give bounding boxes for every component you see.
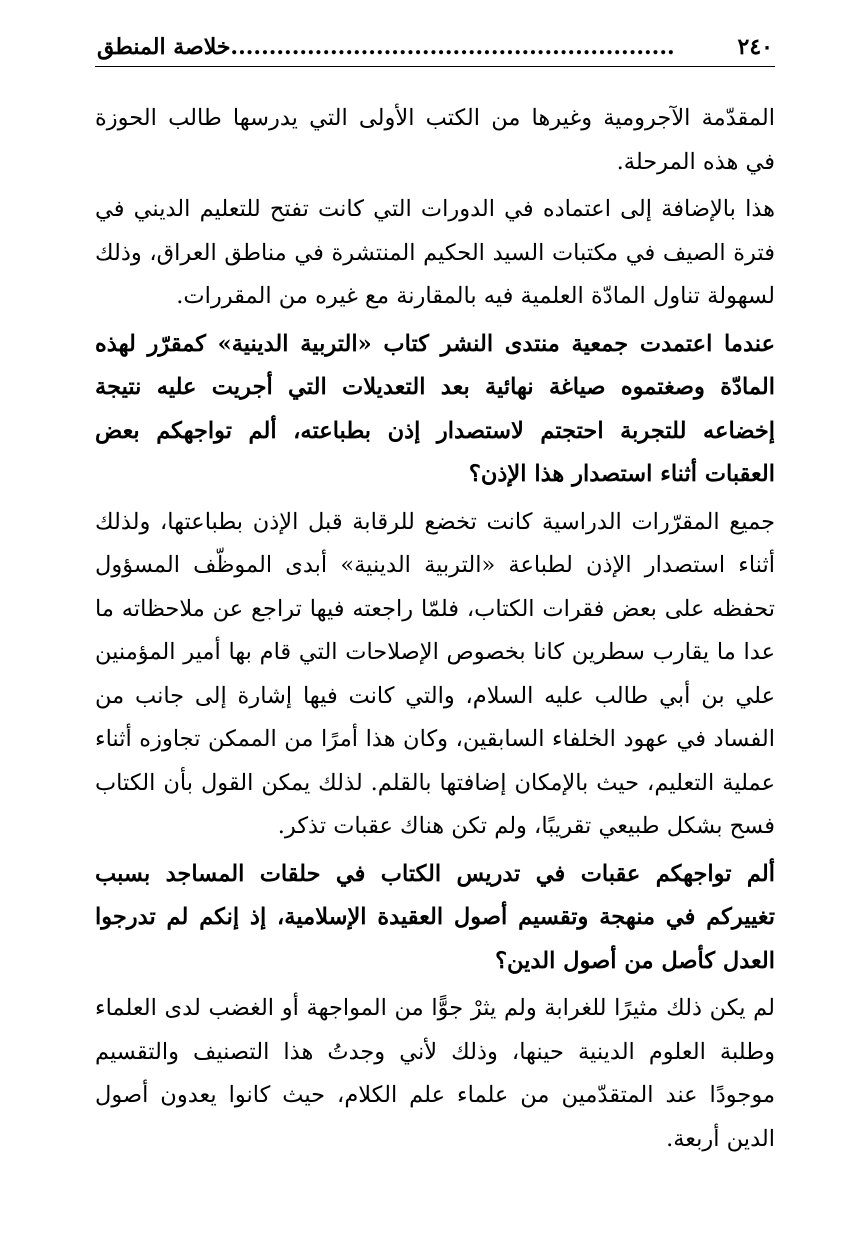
paragraph-answer: هذا بالإضافة إلى اعتماده في الدورات التي كانت تفتح للتعليم الديني في فترة الصيف في مكتبات السيد الحكيم المنتشرة في مناطق العراق، وذلك لسهولة تناول المادّة العلمية فيه بالمقارنة مع غيره من المقررات. bbox=[95, 196, 775, 309]
paragraph-answer: جميع المقرّرات الدراسية كانت تخضع للرقابة قبل الإذن بطباعتها، ولذلك أثناء استصدار الإذن لطباعة «التربية الدينية» أبدى الموظّف المسؤول تحفظه على بعض فقرات الكتاب، فلمّا راجعته فيها تراجع عن ملاحظاته ما عدا ما يقارب سطرين كانا بخصوص الإصلاحات التي قام بها أمير المؤمنين علي بن أبي طالب عليه السلام، والتي كانت فيها إشارة إلى جانب من الفساد في عهود الخلفاء السابقين، وكان هذا أمرًا من الممكن تجاوزه أثناء عملية التعليم، حيث بالإمكان إضافتها بالقلم. لذلك يمكن القول بأن الكتاب فسح بشكل طبيعي تقريبًا، ولم تكن هناك عقبات تذكر. bbox=[95, 508, 775, 839]
running-title: ..........................................................خلاصة المنطق bbox=[97, 34, 675, 60]
book-page bbox=[95, 30, 775, 1161]
running-header bbox=[95, 30, 775, 67]
paragraph-answer: لم يكن ذلك مثيرًا للغرابة ولم يثرْ جوًّا من المواجهة أو الغضب لدى العلماء وطلبة العلوم الدينية حينها، وذلك لأني وجدتُ هذا التصنيف والتقسيم موجودًا عند المتقدّمين من علماء علم الكلام، حيث كانوا يعدون أصول الدين أربعة. bbox=[95, 995, 775, 1152]
paragraph-answer: المقدّمة الآجرومية وغيرها من الكتب الأولى التي يدرسها طالب الحوزة في هذه المرحلة. bbox=[95, 105, 775, 175]
paragraph-question: ألم تواجهكم عقبات في تدريس الكتاب في حلقات المساجد بسبب تغييركم في منهجة وتقسيم أصول العقيدة الإسلامية، إذ إنكم لم تدرجوا العدل كأصل من أصول الدين؟ bbox=[95, 860, 775, 974]
page-body bbox=[95, 97, 775, 1161]
page-number: ٢٤٠ bbox=[737, 34, 773, 60]
paragraph-question: عندما اعتمدت جمعية منتدى النشر كتاب «التربية الدينية» كمقرّر لهذه المادّة وصغتموه صياغة نهائية بعد التعديلات التي أجريت عليه نتيجة إخضاعه للتجربة احتجتم لاستصدار إذن بطباعته، ألم تواجهكم بعض العقبات أثناء استصدار هذا الإذن؟ bbox=[95, 330, 775, 487]
